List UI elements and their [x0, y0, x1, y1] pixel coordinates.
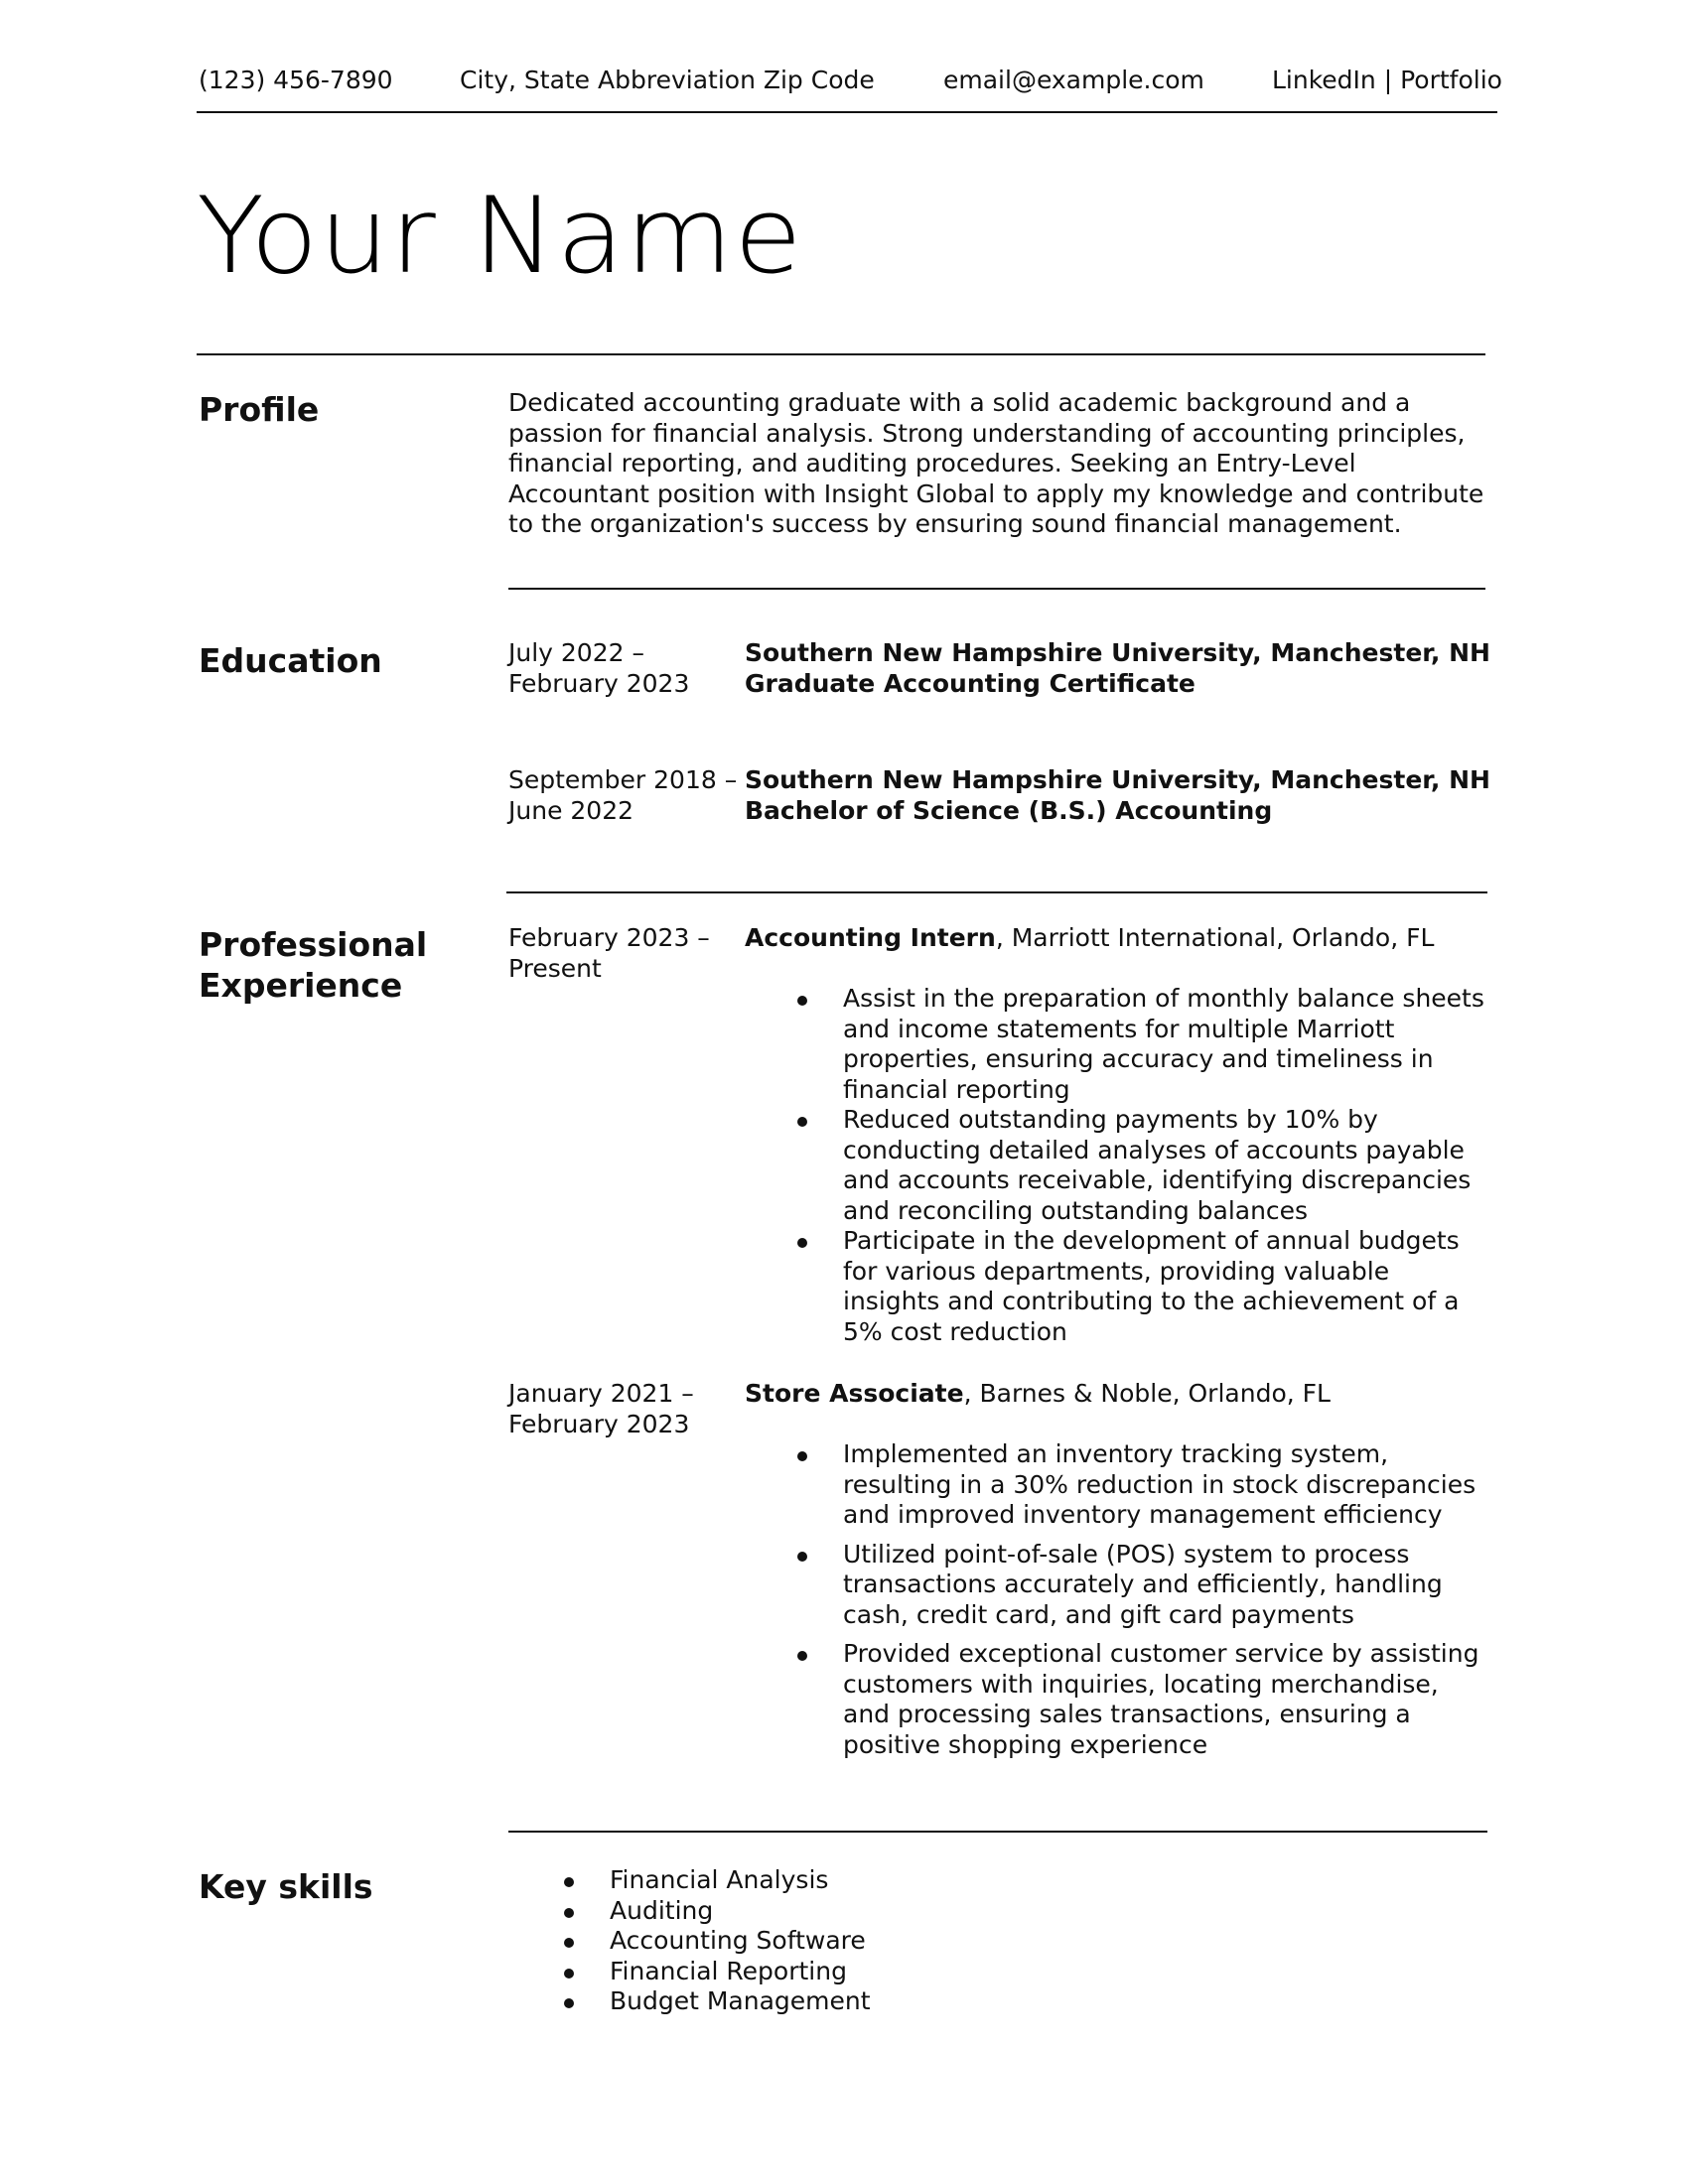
bullet-icon: [564, 1998, 574, 2008]
education-entry-1: [745, 638, 1490, 699]
experience-divider: [508, 1831, 1487, 1833]
experience-heading: [199, 924, 427, 1006]
bullet-icon: [797, 1238, 807, 1248]
list-item: Participate in the development of annual budgets for various departments, providing valuable insights and contributing to the achievement of a 5% cost reduction: [843, 1226, 1490, 1347]
list-item: Auditing: [610, 1896, 1106, 1927]
date-end: June 2022: [508, 795, 634, 825]
name-divider: [197, 353, 1485, 355]
bullet-icon: [797, 1117, 807, 1127]
bullet-icon: [797, 1451, 807, 1461]
date-end: February 2023: [508, 1409, 690, 1438]
list-item: Financial Analysis: [610, 1865, 1106, 1896]
date-start: February 2023 –: [508, 923, 710, 952]
date-start: July 2022 –: [508, 638, 644, 667]
experience-heading-line1: Professional: [199, 925, 428, 964]
date-start: January 2021 –: [508, 1379, 694, 1408]
profile-summary: Dedicated accounting graduate with a solid academic background and a passion for financial analysis. Strong understanding of accounting principles, financial reporting, and auditing procedures. Seeking an Entry-Level Accountant position with Insight Global to apply my knowledge and contribute to the organization's success by ensuring sound financial management.: [508, 388, 1484, 538]
education-heading: Education: [199, 641, 382, 680]
experience-heading-line2: Experience: [199, 966, 403, 1005]
list-item: Budget Management: [610, 1986, 1106, 2017]
list-item: Reduced outstanding payments by 10% by conducting detailed analyses of accounts payable and accounts receivable, identifying discrepancies and reconciling outstanding balances: [843, 1105, 1490, 1226]
degree-name: Bachelor of Science (B.S.) Accounting: [745, 795, 1273, 825]
date-start: September 2018 –: [508, 765, 738, 794]
bullet-icon: [797, 996, 807, 1006]
contact-links: LinkedIn | Portfolio: [1272, 66, 1502, 94]
list-item: Accounting Software: [610, 1926, 1106, 1957]
job-bullets-1: [843, 984, 1490, 1347]
date-end: Present: [508, 953, 602, 983]
date-end: February 2023: [508, 668, 690, 698]
bullet-icon: [797, 1651, 807, 1661]
list-item: Utilized point-of-sale (POS) system to process transactions accurately and efficiently, handling cash, credit card, and gift card payments: [843, 1540, 1490, 1631]
job-bullets-2: [843, 1439, 1490, 1760]
school-name: Southern New Hampshire University, Manchester, NH: [745, 638, 1490, 667]
education-divider: [506, 891, 1487, 893]
job-date-1: [508, 923, 747, 984]
education-date-1: [508, 638, 747, 699]
bullet-icon: [564, 1969, 574, 1979]
bullet-icon: [564, 1877, 574, 1887]
list-item: Provided exceptional customer service by assisting customers with inquiries, locating merchandise, and processing sales transactions, ensuring a positive shopping experience: [843, 1639, 1490, 1760]
skills-list: [610, 1865, 1106, 2017]
header-divider: [197, 111, 1497, 113]
job-role: Accounting Intern: [745, 923, 996, 952]
school-name: Southern New Hampshire University, Manchester, NH: [745, 765, 1490, 794]
list-item: Assist in the preparation of monthly balance sheets and income statements for multiple Marriott properties, ensuring accuracy and timeliness in financial reporting: [843, 984, 1490, 1105]
list-item: Financial Reporting: [610, 1957, 1106, 1987]
job-company: , Barnes & Noble, Orlando, FL: [963, 1379, 1331, 1408]
profile-heading: Profile: [199, 390, 320, 429]
bullet-icon: [564, 1908, 574, 1918]
candidate-name: Your Name: [197, 175, 803, 297]
skills-heading: Key skills: [199, 1867, 373, 1906]
contact-location: City, State Abbreviation Zip Code: [460, 66, 875, 94]
contact-phone: (123) 456-7890: [199, 66, 393, 94]
job-role: Store Associate: [745, 1379, 964, 1408]
bullet-icon: [564, 1938, 574, 1948]
job-title-2: [745, 1379, 1331, 1410]
job-title-1: [745, 923, 1434, 954]
profile-divider: [508, 588, 1485, 590]
job-company: , Marriott International, Orlando, FL: [995, 923, 1435, 952]
list-item: Implemented an inventory tracking system, resulting in a 30% reduction in stock discrepancies and improved inventory management efficiency: [843, 1439, 1490, 1531]
bullet-icon: [797, 1552, 807, 1562]
degree-name: Graduate Accounting Certificate: [745, 668, 1196, 698]
education-entry-2: [745, 765, 1490, 826]
education-date-2: [508, 765, 747, 826]
contact-email: email@example.com: [943, 66, 1204, 94]
job-date-2: [508, 1379, 747, 1439]
